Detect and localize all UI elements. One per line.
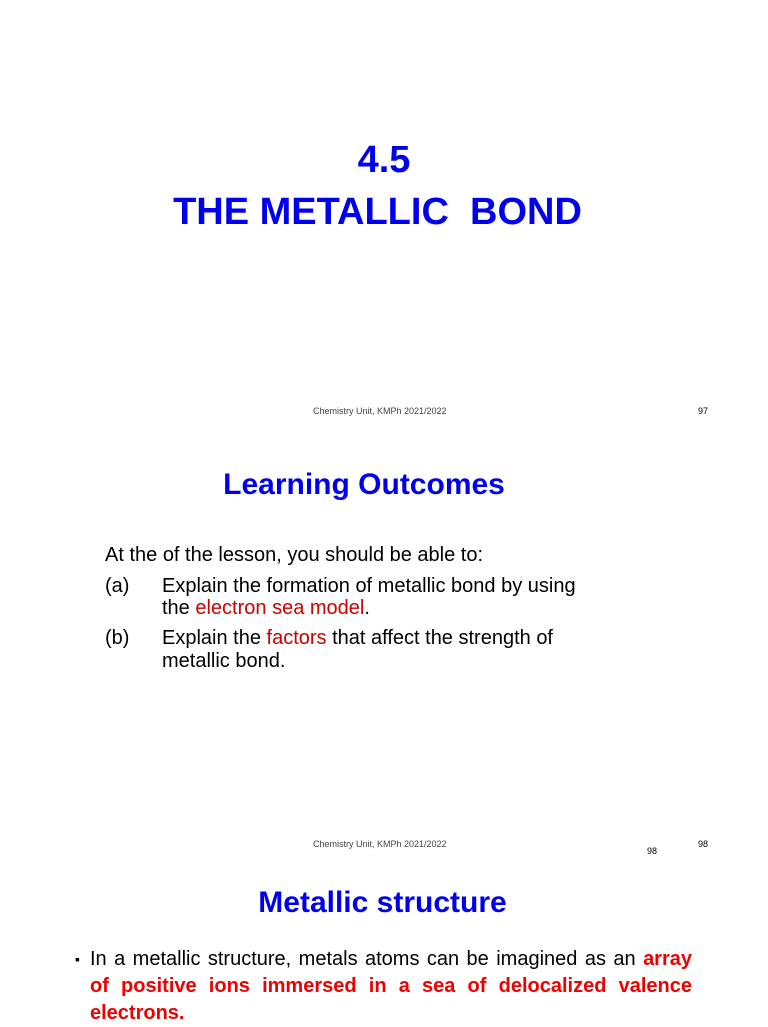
footer-text: Chemistry Unit, KMPh 2021/2022 xyxy=(313,406,447,416)
outcome-text-line2: the electron sea model. xyxy=(162,597,370,619)
footer-text: Chemistry Unit, KMPh 2021/2022 xyxy=(313,839,447,849)
bullet-icon: ▪ xyxy=(75,951,80,967)
highlight-factors: factors xyxy=(266,627,327,649)
outcome-text-line2: metallic bond. xyxy=(162,650,286,672)
metallic-structure-title: Metallic structure xyxy=(258,886,507,919)
highlight-array-of-ions: array of positive ions immersed in a sea of delocalized valence electrons. xyxy=(90,948,692,1024)
outcome-text: Explain the factors that affect the strength of xyxy=(162,627,553,649)
bullet-text: In a metallic structure, metals atoms can be imagined as an array of positive ions immersed in a sea of delocalized valence electrons. xyxy=(90,948,692,1024)
learning-outcomes-title: Learning Outcomes xyxy=(223,468,505,501)
intro-text: At the of the lesson, you should be able to: xyxy=(105,544,484,566)
outcome-label: (a) xyxy=(105,575,130,597)
page-number: 98 xyxy=(698,839,709,849)
page-title: THE METALLIC BOND xyxy=(173,191,582,233)
page-number-inner: 98 xyxy=(647,846,658,856)
section-number: 4.5 xyxy=(357,139,411,181)
outcome-label: (b) xyxy=(105,627,130,649)
outcome-text: Explain the formation of metallic bond by using xyxy=(162,575,576,597)
page-number: 97 xyxy=(698,406,709,416)
highlight-electron-sea-model: electron sea model xyxy=(195,597,365,619)
